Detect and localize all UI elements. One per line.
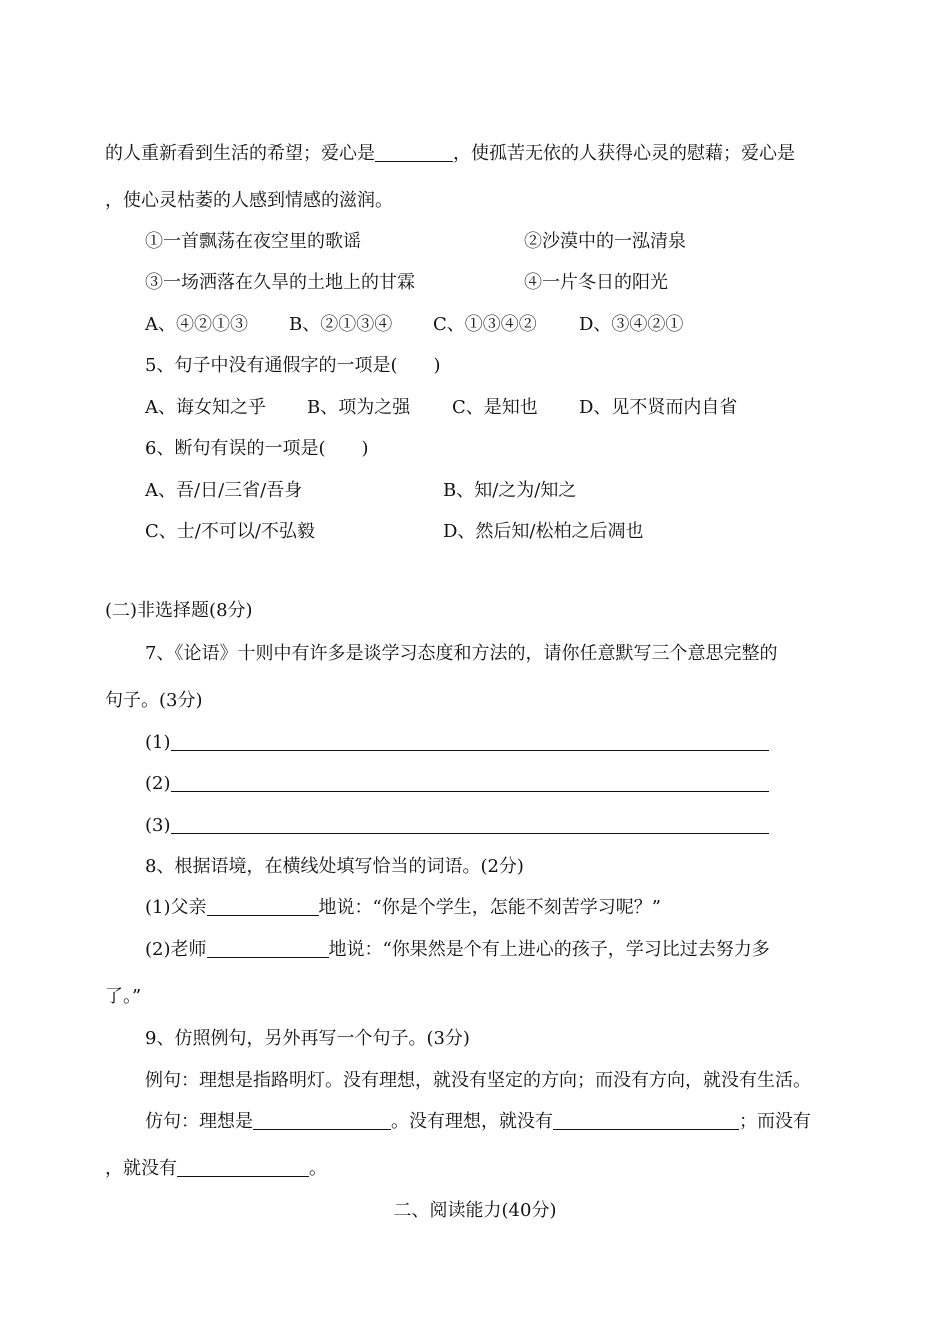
q7-stem-line-1: 7、《论语》十则中有许多是谈学习态度和方法的，请你任意默写三个意思完整的 xyxy=(145,643,778,664)
section-title-non-choice: (二)非选择题(8分) xyxy=(105,600,253,621)
q4-item-3: ③一场洒落在久旱的土地上的甘霖 xyxy=(145,272,415,293)
q7-answer-blank-3[interactable] xyxy=(171,815,769,834)
q9-blank-2[interactable] xyxy=(553,1111,739,1130)
q8-item-1-suffix: 地说：“你是个学生，怎能不刻苦学习呢？” xyxy=(318,897,661,918)
q4-option-b[interactable]: B、②①③④ xyxy=(289,314,393,335)
q7-answer-blank-2[interactable] xyxy=(171,773,769,792)
q7-answer-label-2: (2) xyxy=(145,773,171,794)
q8-item-2-continuation: 了。” xyxy=(105,986,142,1007)
q6-stem: 6、断句有误的一项是( ) xyxy=(145,438,369,459)
q7-answer-row-1 xyxy=(145,731,769,755)
q4-option-d[interactable]: D、③④②① xyxy=(579,314,684,335)
q8-blank-1[interactable] xyxy=(207,897,319,916)
q4-stem-line-1 xyxy=(105,142,795,166)
q4-item-1: ①一首飘荡在夜空里的歌谣 xyxy=(145,231,361,252)
q4-stem-line-2: ，使心灵枯萎的人感到情感的滋润。 xyxy=(105,190,393,211)
q9-imitate-text-c: ；而没有 xyxy=(739,1111,811,1132)
q9-imitate-text-d: ，就没有 xyxy=(105,1158,177,1179)
q7-answer-blank-1[interactable] xyxy=(171,732,769,751)
q4-item-2: ②沙漠中的一泓清泉 xyxy=(524,231,686,252)
q7-answer-label-1: (1) xyxy=(145,732,171,753)
q8-stem: 8、根据语境，在横线处填写恰当的词语。(2分) xyxy=(145,856,524,877)
q7-answer-row-3 xyxy=(145,814,769,838)
q8-blank-2[interactable] xyxy=(207,939,329,958)
q9-imitate-line-2 xyxy=(105,1157,327,1181)
q4-blank-1[interactable] xyxy=(375,143,453,162)
q7-answer-label-3: (3) xyxy=(145,815,171,836)
q5-option-b[interactable]: B、项为之强 xyxy=(307,397,411,418)
q9-stem: 9、仿照例句，另外再写一个句子。(3分) xyxy=(145,1028,470,1049)
q6-option-b[interactable]: B、知/之为/知之 xyxy=(443,480,577,501)
q6-option-d[interactable]: D、然后知/松柏之后凋也 xyxy=(443,521,644,542)
q4-stem-text-a: 的人重新看到生活的希望；爱心是 xyxy=(105,143,375,164)
q9-imitate-text-e: 。 xyxy=(309,1158,327,1179)
q4-option-c[interactable]: C、①③④② xyxy=(433,314,537,335)
q6-option-c[interactable]: C、士/不可以/不弘毅 xyxy=(145,521,315,542)
q8-item-2-prefix: (2)老师 xyxy=(145,939,207,960)
q9-imitate-text-a: 仿句：理想是 xyxy=(145,1111,253,1132)
q7-answer-row-2 xyxy=(145,772,769,796)
q7-stem-line-2: 句子。(3分) xyxy=(105,690,203,711)
part2-title: 二、阅读能力(40分) xyxy=(393,1200,557,1221)
q4-option-a[interactable]: A、④②①③ xyxy=(145,314,248,335)
q4-item-4: ④一片冬日的阳光 xyxy=(524,272,668,293)
q5-stem: 5、句子中没有通假字的一项是( ) xyxy=(145,355,441,376)
q9-imitate-text-b: 。没有理想，就没有 xyxy=(391,1111,553,1132)
q4-stem-text-b: ，使孤苦无依的人获得心灵的慰藉；爱心是 xyxy=(453,143,795,164)
q8-item-2 xyxy=(145,938,770,962)
q9-example: 例句：理想是指路明灯。没有理想，就没有坚定的方向；而没有方向，就没有生活。 xyxy=(145,1070,811,1091)
q9-imitate-line-1 xyxy=(145,1110,811,1134)
q8-item-1 xyxy=(145,896,661,920)
q5-option-c[interactable]: C、是知也 xyxy=(452,397,538,418)
q5-option-a[interactable]: A、诲女知之乎 xyxy=(145,397,266,418)
q6-option-a[interactable]: A、吾/日/三省/吾身 xyxy=(145,480,303,501)
q9-blank-3[interactable] xyxy=(177,1158,309,1177)
q8-item-2-suffix: 地说：“你果然是个有上进心的孩子，学习比过去努力多 xyxy=(328,939,770,960)
q8-item-1-prefix: (1)父亲 xyxy=(145,897,207,918)
q9-blank-1[interactable] xyxy=(253,1111,391,1130)
q5-option-d[interactable]: D、见不贤而内自省 xyxy=(579,397,738,418)
